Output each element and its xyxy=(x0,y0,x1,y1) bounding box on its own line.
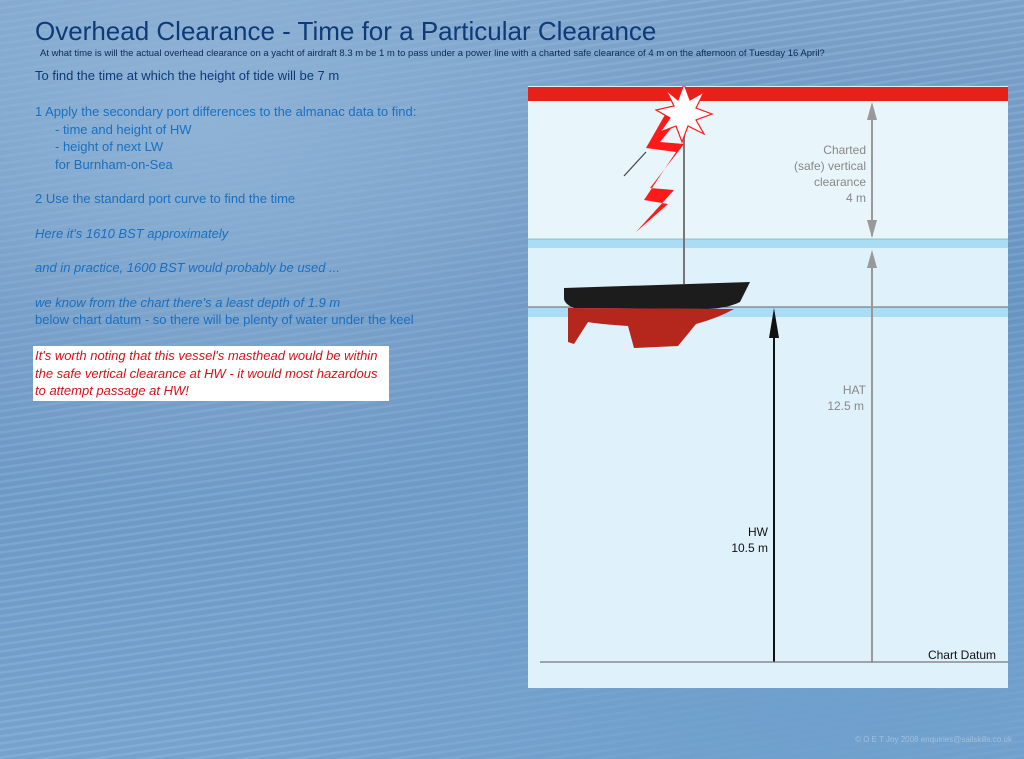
lead-text: To find the time at which the height of tide will be 7 m xyxy=(35,68,340,83)
steps-block xyxy=(35,103,416,329)
clearance-label-3: clearance xyxy=(813,175,866,189)
clearance-label-1: Charted xyxy=(823,143,866,157)
page-subtitle: At what time is will the actual overhead clearance on a yacht of airdraft 8.3 m be 1 m to pass under a power line with a charted safe clearance of 4 m on the afternoon of Tuesday 16 April? xyxy=(40,48,825,59)
power-line xyxy=(528,87,1008,101)
clearance-label-2: (safe) vertical xyxy=(793,159,866,173)
step-1-c: for Burnham-on-Sea xyxy=(55,156,173,172)
step-1-a: - time and height of HW xyxy=(55,121,192,137)
clearance-band xyxy=(528,239,1008,248)
clearance-label-4: 4 m xyxy=(845,191,866,205)
chart-datum-label: Chart Datum xyxy=(927,648,996,662)
page-title: Overhead Clearance - Time for a Particular Clearance xyxy=(35,16,657,46)
hw-label-2: 10.5 m xyxy=(731,541,768,555)
copyright-footer: © O E T Joy 2008 enquiries@sailskills.co.uk xyxy=(855,735,1012,744)
step-1-b: - height of next LW xyxy=(55,139,164,154)
hat-label-2: 12.5 m xyxy=(827,399,864,413)
time-approx-text: Here it's 1610 BST approximately xyxy=(35,225,229,241)
hat-label-1: HAT xyxy=(842,383,866,397)
step-2: 2 Use the standard port curve to find the time xyxy=(35,191,296,206)
depth-text-1: we know from the chart there's a least depth of 1.9 m xyxy=(35,294,341,310)
warning-note: It's worth noting that this vessel's masthead would be within the safe vertical clearance at HW - it would most hazardous to attempt passage at HW! xyxy=(33,346,389,401)
hw-label-1: HW xyxy=(748,525,768,539)
depth-text-2: below chart datum - so there will be plenty of water under the keel xyxy=(35,312,414,327)
time-practice-text: and in practice, 1600 BST would probably be used ... xyxy=(35,260,340,275)
step-1: 1 Apply the secondary port differences to the almanac data to find: xyxy=(35,104,417,119)
clearance-diagram xyxy=(528,86,1008,688)
